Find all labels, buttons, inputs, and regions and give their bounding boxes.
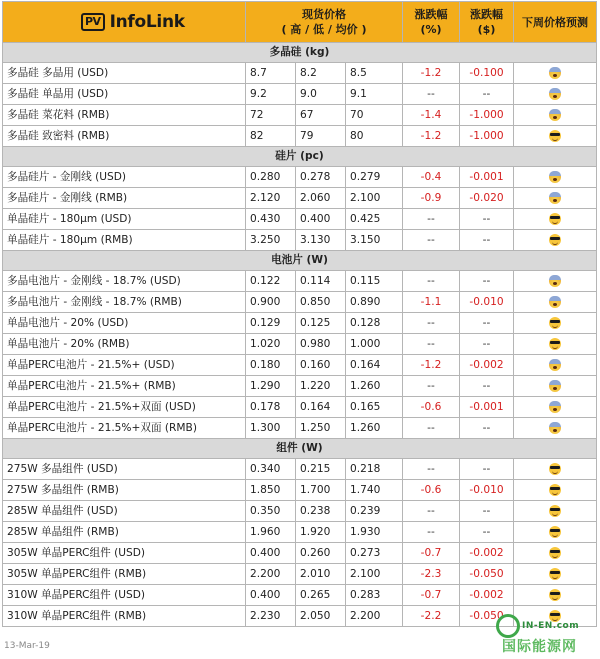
price-high: 0.900 xyxy=(246,292,296,313)
price-avg: 1.740 xyxy=(346,480,403,501)
change-amount: -- xyxy=(460,230,514,251)
price-low: 0.400 xyxy=(296,209,346,230)
change-percent: -0.4 xyxy=(403,167,460,188)
logo-badge: PV xyxy=(81,13,105,31)
scared-face-icon xyxy=(549,275,561,287)
forecast-cell xyxy=(514,167,597,188)
cool-face-icon xyxy=(549,130,561,142)
forecast-cell xyxy=(514,313,597,334)
change-percent: -- xyxy=(403,334,460,355)
change-percent: -- xyxy=(403,376,460,397)
section-title: 组件 (W) xyxy=(3,439,597,459)
price-avg: 1.260 xyxy=(346,418,403,439)
price-high: 72 xyxy=(246,105,296,126)
change-amount: -- xyxy=(460,459,514,480)
price-high: 1.960 xyxy=(246,522,296,543)
cool-face-icon xyxy=(549,317,561,329)
report-date: 13-Mar-19 xyxy=(4,641,50,651)
change-amount: -1.000 xyxy=(460,126,514,147)
change-percent: -1.2 xyxy=(403,355,460,376)
change-amount: -- xyxy=(460,313,514,334)
forecast-cell xyxy=(514,585,597,606)
product-name: 单晶硅片 - 180μm (RMB) xyxy=(3,230,246,251)
price-low: 0.238 xyxy=(296,501,346,522)
change-amount: -0.010 xyxy=(460,480,514,501)
cool-face-icon xyxy=(549,234,561,246)
price-avg: 0.218 xyxy=(346,459,403,480)
scared-face-icon xyxy=(549,296,561,308)
price-avg: 1.260 xyxy=(346,376,403,397)
table-row xyxy=(3,313,597,334)
table-row xyxy=(3,585,597,606)
table-row xyxy=(3,418,597,439)
table-row xyxy=(3,167,597,188)
forecast-cell xyxy=(514,63,597,84)
forecast-cell xyxy=(514,501,597,522)
product-name: 单晶电池片 - 20% (USD) xyxy=(3,313,246,334)
change-amount: -- xyxy=(460,376,514,397)
forecast-cell xyxy=(514,459,597,480)
change-percent: -- xyxy=(403,313,460,334)
price-low: 2.050 xyxy=(296,606,346,627)
scared-face-icon xyxy=(549,380,561,392)
price-low: 0.850 xyxy=(296,292,346,313)
forecast-cell xyxy=(514,543,597,564)
price-low: 0.125 xyxy=(296,313,346,334)
price-avg: 3.150 xyxy=(346,230,403,251)
price-avg: 0.425 xyxy=(346,209,403,230)
table-row xyxy=(3,543,597,564)
cool-face-icon xyxy=(549,484,561,496)
price-low: 0.980 xyxy=(296,334,346,355)
price-high: 2.230 xyxy=(246,606,296,627)
section-title: 电池片 (W) xyxy=(3,251,597,271)
price-avg: 0.279 xyxy=(346,167,403,188)
change-pct-title: 涨跌幅 xyxy=(414,8,448,21)
change-percent: -1.2 xyxy=(403,126,460,147)
product-name: 285W 单晶组件 (RMB) xyxy=(3,522,246,543)
table-row xyxy=(3,564,597,585)
product-name: 多晶硅 致密料 (RMB) xyxy=(3,126,246,147)
table-row xyxy=(3,84,597,105)
price-low: 1.920 xyxy=(296,522,346,543)
watermark-site: IN-EN.com xyxy=(522,621,580,631)
price-high: 1.850 xyxy=(246,480,296,501)
change-percent: -1.1 xyxy=(403,292,460,313)
price-avg: 0.128 xyxy=(346,313,403,334)
price-low: 1.700 xyxy=(296,480,346,501)
cool-face-icon xyxy=(549,589,561,601)
table-row xyxy=(3,459,597,480)
product-name: 单晶PERC电池片 - 21.5%+双面 (RMB) xyxy=(3,418,246,439)
infolink-logo xyxy=(81,13,185,31)
forecast-cell xyxy=(514,522,597,543)
change-amount: -0.002 xyxy=(460,585,514,606)
table-row xyxy=(3,501,597,522)
change-amount: -0.100 xyxy=(460,63,514,84)
change-amount: -0.050 xyxy=(460,606,514,627)
price-low: 0.160 xyxy=(296,355,346,376)
product-name: 多晶硅 单晶用 (USD) xyxy=(3,84,246,105)
price-avg: 0.115 xyxy=(346,271,403,292)
forecast-cell xyxy=(514,334,597,355)
forecast-cell xyxy=(514,230,597,251)
price-avg: 8.5 xyxy=(346,63,403,84)
table-row xyxy=(3,188,597,209)
price-high: 0.280 xyxy=(246,167,296,188)
forecast-cell xyxy=(514,376,597,397)
forecast-cell xyxy=(514,209,597,230)
product-name: 单晶PERC电池片 - 21.5%+ (RMB) xyxy=(3,376,246,397)
product-name: 285W 单晶组件 (USD) xyxy=(3,501,246,522)
table-row xyxy=(3,292,597,313)
scared-face-icon xyxy=(549,192,561,204)
table-row xyxy=(3,355,597,376)
change-usd-unit: ($) xyxy=(477,23,496,36)
logo-cell xyxy=(3,2,246,43)
change-percent: -2.2 xyxy=(403,606,460,627)
product-name: 多晶硅 菜花料 (RMB) xyxy=(3,105,246,126)
price-high: 0.400 xyxy=(246,543,296,564)
watermark-logo-icon xyxy=(496,614,520,638)
product-name: 310W 单晶PERC组件 (USD) xyxy=(3,585,246,606)
section-title: 硅片 (pc) xyxy=(3,147,597,167)
price-low: 0.278 xyxy=(296,167,346,188)
forecast-cell xyxy=(514,271,597,292)
section-title: 多晶硅 (kg) xyxy=(3,43,597,63)
price-low: 0.265 xyxy=(296,585,346,606)
price-low: 2.010 xyxy=(296,564,346,585)
change-amount: -- xyxy=(460,522,514,543)
price-avg: 80 xyxy=(346,126,403,147)
change-amount: -0.002 xyxy=(460,355,514,376)
price-low: 0.215 xyxy=(296,459,346,480)
cool-face-icon xyxy=(549,526,561,538)
price-avg: 70 xyxy=(346,105,403,126)
price-avg: 0.239 xyxy=(346,501,403,522)
change-amount: -- xyxy=(460,209,514,230)
forecast-cell xyxy=(514,480,597,501)
product-name: 多晶硅片 - 金刚线 (USD) xyxy=(3,167,246,188)
table-row xyxy=(3,397,597,418)
price-low: 9.0 xyxy=(296,84,346,105)
forecast-cell xyxy=(514,564,597,585)
price-high: 9.2 xyxy=(246,84,296,105)
price-avg: 0.283 xyxy=(346,585,403,606)
change-percent: -0.6 xyxy=(403,397,460,418)
product-name: 多晶电池片 - 金刚线 - 18.7% (USD) xyxy=(3,271,246,292)
price-high: 0.180 xyxy=(246,355,296,376)
forecast-cell xyxy=(514,105,597,126)
product-name: 多晶硅片 - 金刚线 (RMB) xyxy=(3,188,246,209)
forecast-cell xyxy=(514,355,597,376)
table-row xyxy=(3,105,597,126)
change-percent: -- xyxy=(403,84,460,105)
cool-face-icon xyxy=(549,505,561,517)
change-amount: -0.010 xyxy=(460,292,514,313)
price-table xyxy=(2,1,597,627)
scared-face-icon xyxy=(549,109,561,121)
table-row xyxy=(3,63,597,84)
change-pct-header xyxy=(403,2,460,43)
price-high: 0.350 xyxy=(246,501,296,522)
product-name: 单晶电池片 - 20% (RMB) xyxy=(3,334,246,355)
price-high: 8.7 xyxy=(246,63,296,84)
product-name: 305W 单晶PERC组件 (USD) xyxy=(3,543,246,564)
price-low: 79 xyxy=(296,126,346,147)
change-amount: -- xyxy=(460,271,514,292)
price-high: 1.290 xyxy=(246,376,296,397)
forecast-cell xyxy=(514,292,597,313)
product-name: 275W 多晶组件 (USD) xyxy=(3,459,246,480)
price-high: 2.200 xyxy=(246,564,296,585)
section-header xyxy=(3,147,597,167)
spot-price-subtitle: ( 高 / 低 / 均价 ) xyxy=(281,23,367,36)
price-low: 3.130 xyxy=(296,230,346,251)
change-amount: -- xyxy=(460,418,514,439)
price-high: 0.340 xyxy=(246,459,296,480)
change-percent: -- xyxy=(403,209,460,230)
price-avg: 0.273 xyxy=(346,543,403,564)
forecast-cell xyxy=(514,126,597,147)
price-avg: 1.000 xyxy=(346,334,403,355)
price-avg: 9.1 xyxy=(346,84,403,105)
spot-price-title: 现货价格 xyxy=(302,8,346,21)
change-pct-unit: (%) xyxy=(420,23,442,36)
price-low: 1.220 xyxy=(296,376,346,397)
scared-face-icon xyxy=(549,171,561,183)
change-percent: -- xyxy=(403,501,460,522)
table-header xyxy=(3,2,597,43)
price-low: 0.164 xyxy=(296,397,346,418)
change-percent: -- xyxy=(403,522,460,543)
cool-face-icon xyxy=(549,213,561,225)
price-high: 0.178 xyxy=(246,397,296,418)
section-header xyxy=(3,43,597,63)
change-amount: -0.002 xyxy=(460,543,514,564)
forecast-cell xyxy=(514,84,597,105)
price-high: 0.122 xyxy=(246,271,296,292)
table-row xyxy=(3,126,597,147)
change-amount: -0.050 xyxy=(460,564,514,585)
change-usd-title: 涨跌幅 xyxy=(470,8,503,21)
price-high: 1.300 xyxy=(246,418,296,439)
product-name: 多晶硅 多晶用 (USD) xyxy=(3,63,246,84)
product-name: 单晶硅片 - 180μm (USD) xyxy=(3,209,246,230)
change-percent: -2.3 xyxy=(403,564,460,585)
price-avg: 0.164 xyxy=(346,355,403,376)
section-header xyxy=(3,251,597,271)
table-row xyxy=(3,230,597,251)
change-amount: -0.020 xyxy=(460,188,514,209)
price-low: 0.260 xyxy=(296,543,346,564)
price-avg: 2.100 xyxy=(346,188,403,209)
change-percent: -0.6 xyxy=(403,480,460,501)
change-percent: -1.2 xyxy=(403,63,460,84)
scared-face-icon xyxy=(549,401,561,413)
price-high: 82 xyxy=(246,126,296,147)
change-amount: -- xyxy=(460,501,514,522)
product-name: 单晶PERC电池片 - 21.5%+双面 (USD) xyxy=(3,397,246,418)
change-amount: -- xyxy=(460,84,514,105)
price-avg: 1.930 xyxy=(346,522,403,543)
price-low: 2.060 xyxy=(296,188,346,209)
price-low: 8.2 xyxy=(296,63,346,84)
product-name: 单晶PERC电池片 - 21.5%+ (USD) xyxy=(3,355,246,376)
table-row xyxy=(3,376,597,397)
change-amount: -0.001 xyxy=(460,167,514,188)
price-high: 0.400 xyxy=(246,585,296,606)
price-high: 1.020 xyxy=(246,334,296,355)
price-high: 2.120 xyxy=(246,188,296,209)
table-row xyxy=(3,334,597,355)
table-row xyxy=(3,522,597,543)
change-percent: -1.4 xyxy=(403,105,460,126)
watermark-name: 国际能源网 xyxy=(502,639,577,655)
cool-face-icon xyxy=(549,568,561,580)
product-name: 多晶电池片 - 金刚线 - 18.7% (RMB) xyxy=(3,292,246,313)
price-avg: 2.100 xyxy=(346,564,403,585)
change-percent: -- xyxy=(403,459,460,480)
price-high: 0.129 xyxy=(246,313,296,334)
cool-face-icon xyxy=(549,338,561,350)
cool-face-icon xyxy=(549,547,561,559)
change-percent: -- xyxy=(403,418,460,439)
forecast-cell xyxy=(514,397,597,418)
section-header xyxy=(3,439,597,459)
logo-text: InfoLink xyxy=(109,11,185,32)
scared-face-icon xyxy=(549,359,561,371)
table-row xyxy=(3,480,597,501)
scared-face-icon xyxy=(549,67,561,79)
price-avg: 2.200 xyxy=(346,606,403,627)
change-percent: -- xyxy=(403,271,460,292)
change-percent: -0.7 xyxy=(403,585,460,606)
watermark xyxy=(496,612,596,657)
change-amount: -- xyxy=(460,334,514,355)
product-name: 275W 多晶组件 (RMB) xyxy=(3,480,246,501)
change-amount: -1.000 xyxy=(460,105,514,126)
forecast-header: 下周价格预测 xyxy=(514,2,597,43)
table-row xyxy=(3,209,597,230)
spot-price-header xyxy=(246,2,403,43)
price-avg: 0.890 xyxy=(346,292,403,313)
product-name: 310W 单晶PERC组件 (RMB) xyxy=(3,606,246,627)
table-body xyxy=(3,43,597,627)
price-avg: 0.165 xyxy=(346,397,403,418)
change-usd-header xyxy=(460,2,514,43)
change-amount: -0.001 xyxy=(460,397,514,418)
price-high: 3.250 xyxy=(246,230,296,251)
price-low: 0.114 xyxy=(296,271,346,292)
change-percent: -0.9 xyxy=(403,188,460,209)
scared-face-icon xyxy=(549,422,561,434)
forecast-cell xyxy=(514,418,597,439)
price-high: 0.430 xyxy=(246,209,296,230)
price-low: 1.250 xyxy=(296,418,346,439)
price-low: 67 xyxy=(296,105,346,126)
change-percent: -0.7 xyxy=(403,543,460,564)
product-name: 305W 单晶PERC组件 (RMB) xyxy=(3,564,246,585)
cool-face-icon xyxy=(549,463,561,475)
scared-face-icon xyxy=(549,88,561,100)
forecast-cell xyxy=(514,188,597,209)
change-percent: -- xyxy=(403,230,460,251)
table-row xyxy=(3,271,597,292)
